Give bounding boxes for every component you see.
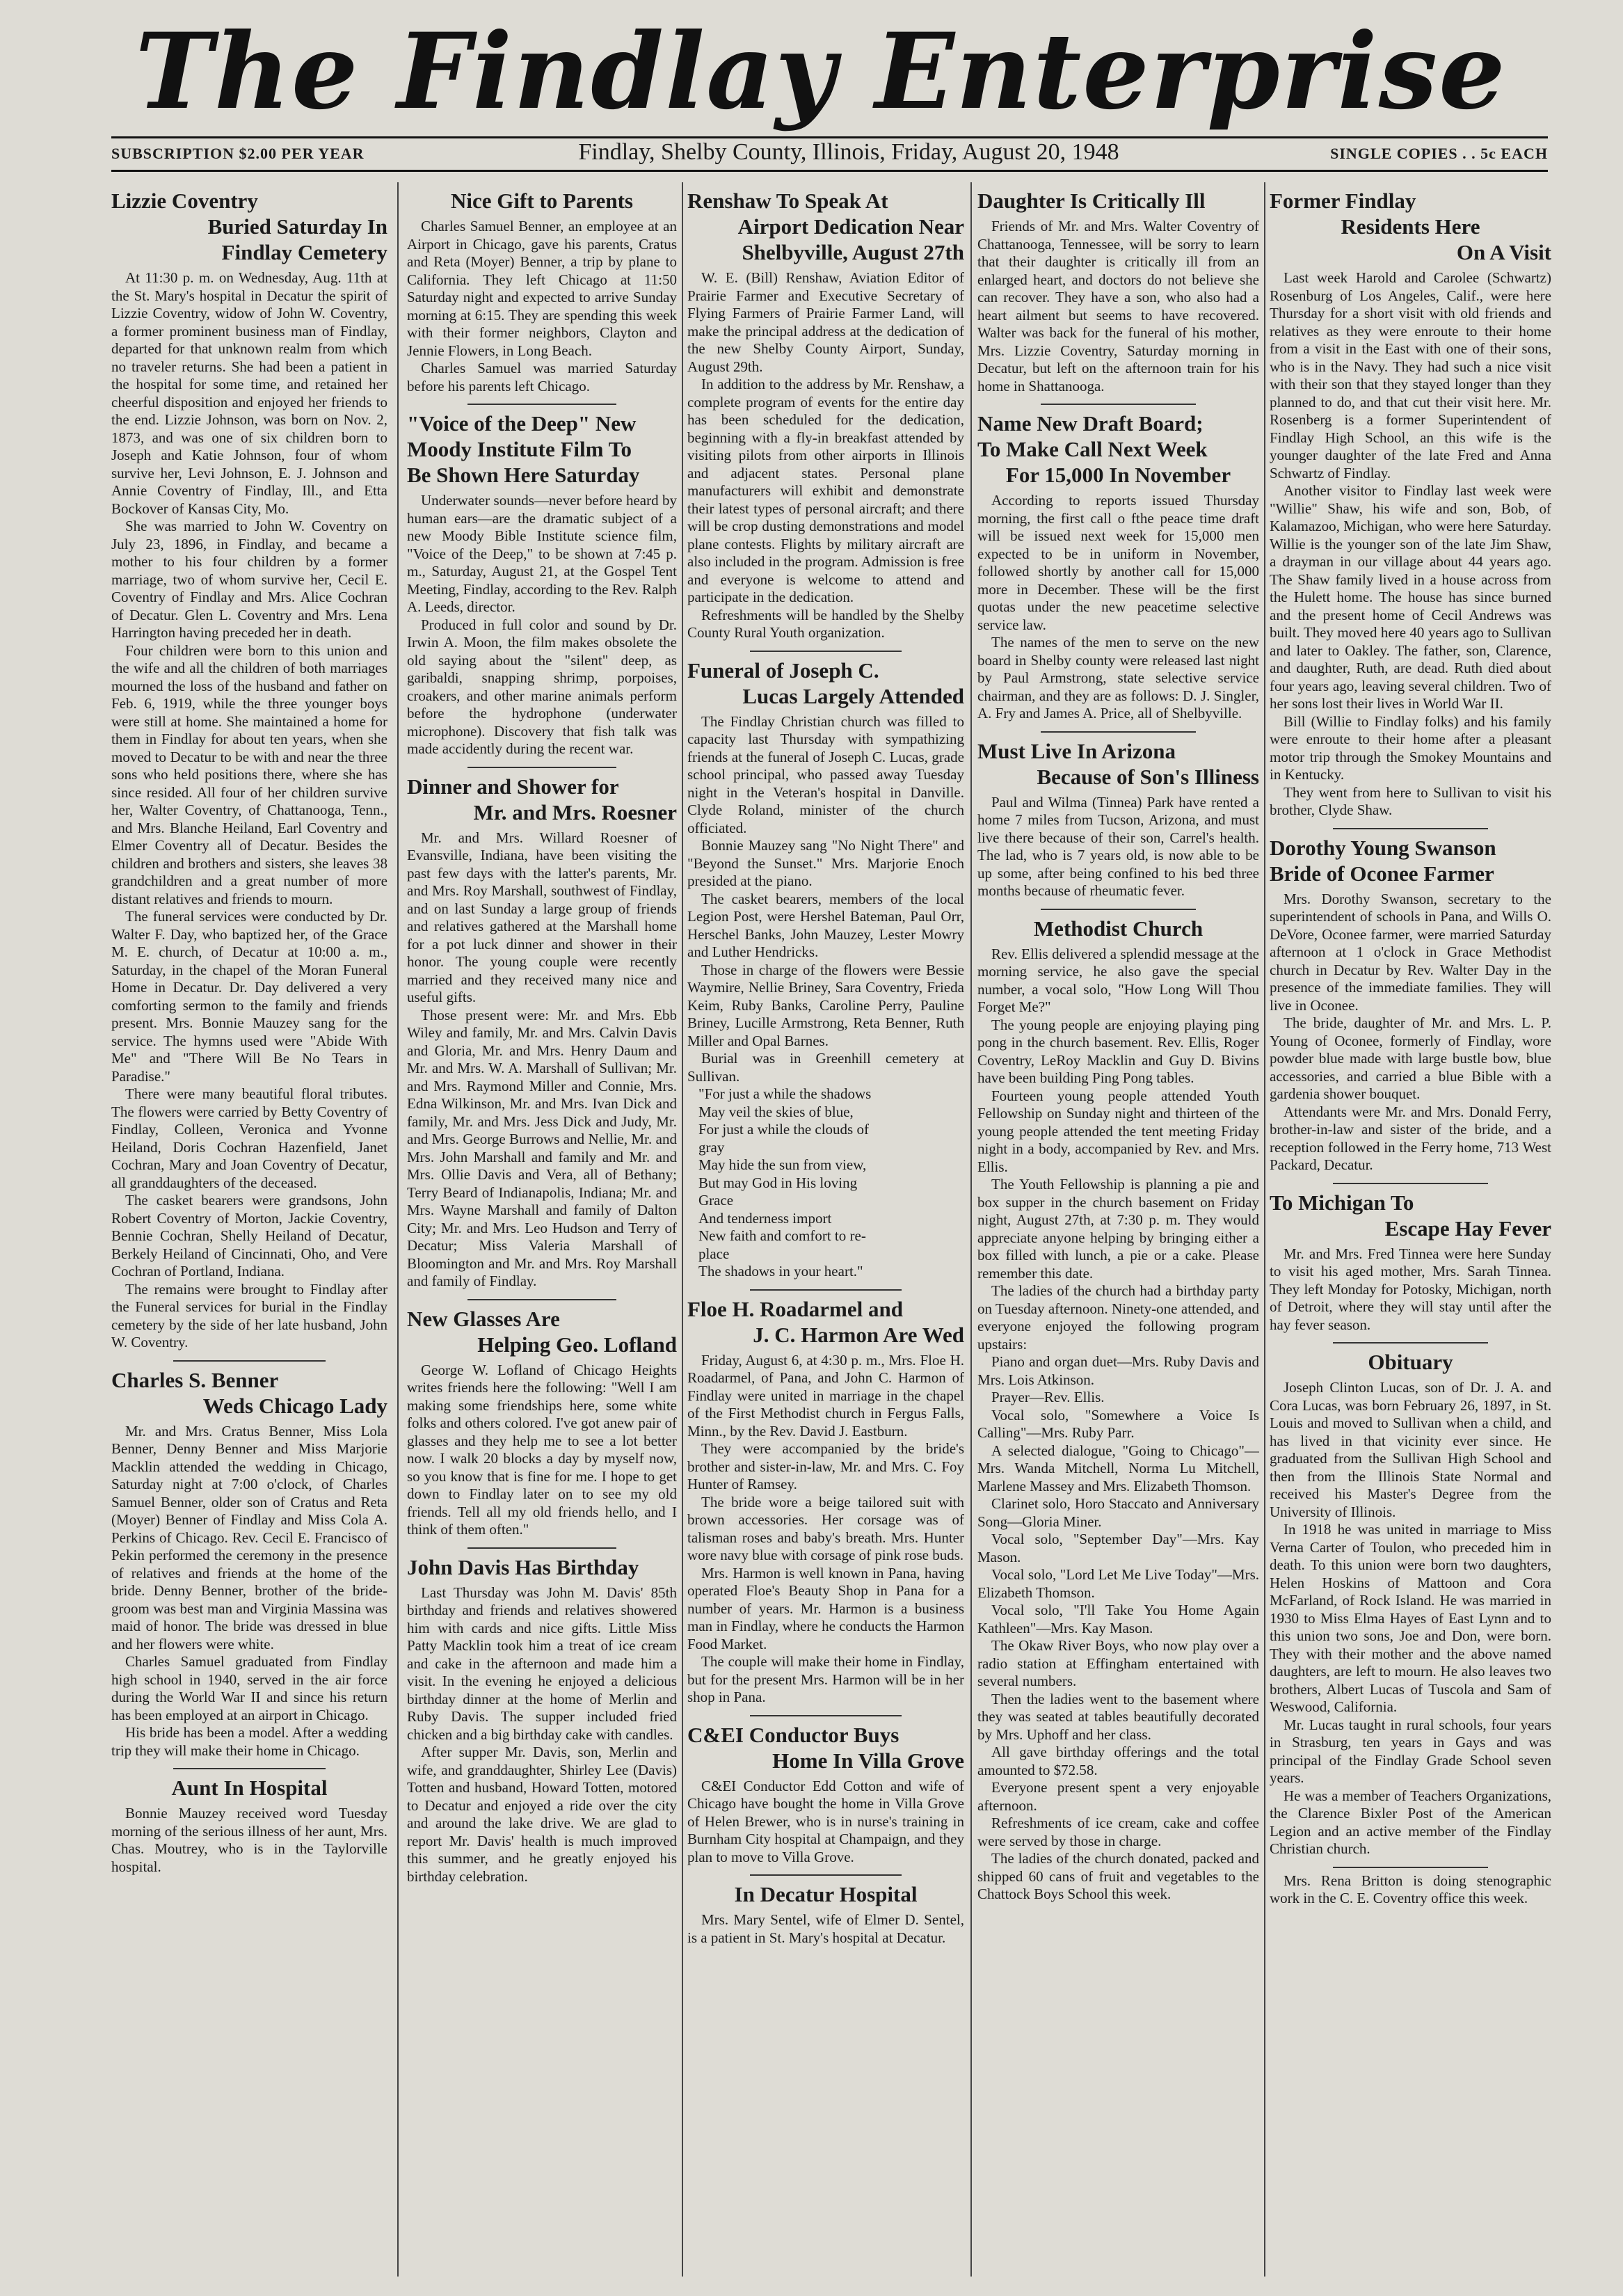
paragraph: According to reports issued Thursday morning, the first call o fthe peace time draft will be issued next week for 15,000 men expected to be in uniform in November, followed shortly by another call for 15,000 more in December. These will be the first quotas under the new peacetime selective service law. (977, 492, 1259, 633)
column-divider (970, 182, 972, 2277)
paragraph: The casket bearers were grandsons, John Robert Coventry of Morton, Jackie Coventry, Bennie Cochran, Shelly Heiland of Decatur, Berkely Heiland of Cincinnati, Oho, and Vere Cochran of Portland, Indiana. (111, 1192, 387, 1279)
article-new-glasses (407, 1306, 677, 1549)
headline: John Davis Has Birthday (407, 1554, 639, 1579)
article-divider (173, 1768, 325, 1769)
article-former-residents (1270, 188, 1551, 829)
paragraph: Charles Samuel Benner, an employee at an Airport in Chicago, gave his parents, Cratus and Reta (Moyer) Benner, a trip by plane to California. They left Chicago at 11:50 Saturday night and expected to arrive Sunday morning at 6:15. They are spending this week with their former neighbors, Clayton and Jennie Flowers, in Long Beach. (407, 218, 677, 359)
paragraph: Mrs. Harmon is well known in Pana, having operated Floe's Beauty Shop in Pana for a number of years. Mr. Harmon is a business man in Findlay, where he conducts the Harmon Food Market. (687, 1564, 964, 1652)
paragraph: The names of the men to serve on the new board in Shelby county were released last night by Paul Armstrong, state selective service chairman, and they are as follows: D. J. Singler, A. Fry and James A. Price, all of Shelbyville. (977, 634, 1259, 722)
article-arizona (977, 738, 1259, 910)
headline: C&EI Conductor Buys Home In Villa Grove (687, 1722, 964, 1773)
article-divider (750, 1289, 902, 1291)
column-2 (407, 182, 677, 2277)
article-decatur-hospital (687, 1881, 964, 1947)
masthead-rule-top (111, 136, 1548, 138)
column-5 (1270, 182, 1551, 2277)
paragraph: George W. Lofland of Chicago Heights writes friends here the following: "Well I am making some friendships here, some white folks and others colored. I've got anew pair of glasses and they help me to see a lot better now. I walk 20 blocks a day by myself now, so you know that is fine for me. I hope to get down to Findlay later on to see my old friends. Tell all my old friends hello, and I think of them often." (407, 1361, 677, 1538)
paragraph: The remains were brought to Findlay after the Funeral services for burial in the Findlay cemetery by the side of her late husband, John W. Coventry. (111, 1280, 387, 1350)
headline: Name New Draft Board; To Make Call Next Week For 15,000 In November (977, 411, 1231, 487)
article-swanson-bride (1270, 835, 1551, 1184)
paragraph: The Youth Fellowship is planning a pie and box supper in the church basement on Friday night, August 27th, at 7:30 p. m. They would appreciate anyone helping by bringing either a box filled with lunch, a pie or a cake. Please remember this date. (977, 1176, 1259, 1282)
subscription-price: SUBSCRIPTION $2.00 PER YEAR (111, 145, 365, 162)
paragraph: A selected dialogue, "Going to Chicago"—Mrs. Wanda Mitchell, Norma Lu Mitchell, Marlene Massey and Mrs. Elizabeth Thomson. (977, 1442, 1259, 1494)
paragraph: Prayer—Rev. Ellis. (991, 1389, 1105, 1405)
paragraph: He was a member of Teachers Organizations, the Clarence Bixler Post of the American Legion and an active member of the Findlay Christian church. (1270, 1787, 1551, 1857)
paragraph: Mr. and Mrs. Cratus Benner, Miss Lola Benner, Denny Benner and Miss Marjorie Macklin attended the wedding in Chicago, Saturday night at 7:00 o'clock, of Charles Samuel Benner, older son of Cratus and Reta (Moyer) Benner of Findlay and Miss Cola A. Perkins of Chicago. Rev. Cecil E. Francisco of Pekin performed the ceremony in the presence of relatives and friends at the home of the bride. Denny Benner, brother of the bride-groom was best man and Virginia Massina was maid of honor. The bride was dressed in blue and her flowers were white. (111, 1422, 387, 1652)
paragraph: Vocal solo, "Somewhere a Voice Is Calling"—Mrs. Ruby Parr. (977, 1406, 1259, 1441)
paragraph: Mrs. Mary Sentel, wife of Elmer D. Sentel, is a patient in St. Mary's hospital at Decatur. (687, 1911, 964, 1946)
article-divider (467, 767, 616, 768)
paragraph: Underwater sounds—never before heard by human ears—are the dramatic subject of a new Moody Bible Institute science film, "Voice of the Deep," to be shown at 7:45 p. m., Saturday, August 21, at the Gospel Tent Meeting, Findlay, according to the Rev. Ralph A. Leeds, director. (407, 492, 677, 615)
article-divider (750, 651, 902, 652)
masthead-rule-bottom (111, 170, 1548, 172)
column-divider (397, 182, 399, 2277)
article-divider (1333, 1867, 1488, 1868)
paragraph: The couple will make their home in Findlay, but for the present Mrs. Harmon will be in her shop in Pana. (687, 1653, 964, 1705)
paragraph: Last Thursday was John M. Davis' 85th birthday and friends and relatives showered him with cards and nice gifts. Little Miss Patty Macklin took him a treat of ice cream and cake in the afternoon and made him a visit. In the evening he enjoyed a delicious birthday dinner at the home of Merlin and Ruby Davis. The supper included fried chicken and a big birthday cake with candles. (407, 1584, 677, 1743)
paragraph: The casket bearers, members of the local Legion Post, were Hershel Bateman, Paul Orr, Herschel Banks, John Mauzey, Lester Mowry and Luther Hendricks. (687, 890, 964, 960)
headline: Methodist Church (1033, 916, 1204, 941)
article-divider (1333, 1183, 1488, 1184)
headline: Floe H. Roadarmel and J. C. Harmon Are Wed (687, 1296, 964, 1347)
column-1 (111, 182, 387, 2277)
headline: To Michigan To Escape Hay Fever (1270, 1190, 1551, 1241)
headline: Funeral of Joseph C. Lucas Largely Attended (687, 657, 964, 708)
paragraph: The Findlay Christian church was filled to capacity last Thursday with sympathizing friends at the funeral of Joseph C. Lucas, grade school principal, who passed away Tuesday night in the Veteran's hospital in Danville. Clyde Roland, minister of the church officiated. (687, 712, 964, 836)
paragraph: Bonnie Mauzey received word Tuesday morning of the serious illness of her aunt, Mrs. Chas. Moutrey, who is in the Taylorville hospital. (111, 1805, 387, 1875)
article-divider (467, 1547, 616, 1549)
article-divider (173, 1360, 325, 1362)
paragraph: After supper Mr. Davis, son, Merlin and wife, and granddaughter, Shirley Lee (Davis) Totten and husband, Howard Totten, motored to Decatur and enjoyed a ride over the city and around the lake drive. We are glad to report Mr. Davis' health is much improved this summer, and he greatly enjoyed his birthday celebration. (407, 1744, 677, 1885)
article-divider (750, 1874, 902, 1876)
paragraph: The young people are enjoying playing ping pong in the church basement. Rev. Ellis, Roger Coventry, LeRoy Macklin and Guy D. Bivins have been building Ping Pong tables. (977, 1016, 1259, 1086)
paragraph: Bonnie Mauzey sang "No Night There" and "Beyond the Sunset." Mrs. Marjorie Enoch presided at the piano. (687, 837, 964, 889)
paragraph: Last week Harold and Carolee (Schwartz) Rosenburg of Los Angeles, Calif., were here Thursday for a short visit with old friends and relatives as they were enroute to their home from a visit in the East with one of their sons, who is in the Navy. They had such a nice visit with their son that they stayed longer than they planned to do, and that cut their visit here. Mr. Rosenberg is a former Superintendent of Findlay High School, an this wife is the younger daughter of the late Fred and Anna Schwartz of Findlay. (1270, 269, 1551, 481)
headline: Renshaw To Speak At Airport Dedication Near Shelbyville, August 27th (687, 189, 964, 264)
headline: Obituary (1368, 1350, 1453, 1374)
headline: In Decatur Hospital (734, 1882, 918, 1906)
paragraph: In 1918 he was united in marriage to Miss Verna Carter of Toulon, who preceded him in death. To this union were born two daughters, Helen Hoskins of Mattoon and Cora McFarland, of Rock Island. He was married in 1930 to Miss Elma Hayes of East Lynn and to this union two sons, Joe and Don, were born. They with their mother and the above named daughters, are left to mourn. He also leaves two brothers, Albert Lucas of Tuscola and Sam of Weswood, California. (1270, 1521, 1551, 1715)
paragraph: Vocal solo, "Lord Let Me Live Today"—Mrs. Elizabeth Thomson. (977, 1566, 1259, 1601)
paragraph: The funeral services were conducted by Dr. Walter F. Day, who baptized her, of the Grace M. E. church, of Decatur at 10:00 a. m., Saturday, in the chapel of the Moran Funeral Home in Decatur. Dr. Day delivered a very comforting sermon to the family and friends present. Mrs. Bonnie Mauzey sang for the service. The hymns used were "Abide With Me" and "There Will Be No Tears in Paradise." (111, 908, 387, 1085)
paragraph: All gave birthday offerings and the total amounted to $72.58. (977, 1744, 1259, 1778)
article-voice-of-the-deep (407, 410, 677, 768)
paragraph: Those in charge of the flowers were Bessie Waymire, Nellie Briney, Sara Coventry, Frieda Keim, Ruby Banks, Caroline Perry, Pauline Briney, Lucille Armstrong, Reta Benner, Ruth Miller and Opal Barnes. (687, 961, 964, 1049)
article-coventry-burial (111, 188, 387, 1362)
article-aunt-hospital (111, 1775, 387, 1876)
paragraph: W. E. (Bill) Renshaw, Aviation Editor of Prairie Farmer and Executive Secretary of Flying Farmers of Prairie Farmer Land, will make the principal address at the dedication of the new Shelby County Airport, Sunday, August 29th. (687, 269, 964, 375)
paragraph: Vocal solo, "September Day"—Mrs. Kay Mason. (977, 1531, 1259, 1565)
headline: Nice Gift to Parents (451, 189, 633, 213)
paragraph: Refreshments of ice cream, cake and coffee were served by those in charge. (977, 1815, 1259, 1849)
paragraph: The ladies of the church donated, packed and shipped 60 cans of fruit and vegetables to the Chattock Boys School this week. (977, 1850, 1259, 1902)
paragraph: There were many beautiful floral tributes. The flowers were carried by Betty Coventry of Findlay, Colleen, Veronica and Yvonne Heiland, Doris Cochran Hazenfield, Janet Cochran, Mary and Joan Coventry of Decatur, all granddaughters of the deceased. (111, 1085, 387, 1191)
paragraph: She was married to John W. Coventry on July 23, 1896, in Findlay, and became a mother to his four children by a former marriage, two of whom survive her, Cecil E. Coventry of Findlay and Mrs. Alice Cochran of Decatur. Glen L. Coventry and Mrs. Lena Harrington having preceded her in death. (111, 518, 387, 641)
masthead-title: The Findlay Enterprise (135, 10, 1507, 133)
paragraph: C&EI Conductor Edd Cotton and wife of Chicago have bought the home in Villa Grove of Helen Brewer, who is in nurse's training in Burnham City hospital at Champaign, and they plan to move to Villa Grove. (687, 1777, 964, 1865)
paragraph: The bride, daughter of Mr. and Mrs. L. P. Young of Oconee, formerly of Findlay, wore powder blue made with large bustle bow, blue accessories, and carried a blue Bible with a gardenia shower bouquet. (1270, 1014, 1551, 1102)
paragraph: Another visitor to Findlay last week were "Willie" Shaw, his wife and son, Bob, of Kalamazoo, Michigan, who were here Saturday. Willie is the younger son of the late Jim Shaw, a drayman in our village about 44 years ago. The Shaw family lived in a house across from the Hulett home. The house has since burned and the present home of Cecil Andrews was built. They moved here 40 years ago to Sullivan and later to Oakley. The father, son, Clarence, and daughter, Ruth, are dead. Ruth died about four years ago, leaving several children. Two of her sons lost their lives in World War II. (1270, 482, 1551, 712)
headline: New Glasses Are Helping Geo. Lofland (407, 1306, 677, 1357)
paragraph: Mr. Lucas taught in rural schools, four years in Strasburg, ten years in Gays and was principal of the Findlay Grade School seven years. (1270, 1716, 1551, 1786)
headline: Charles S. Benner Weds Chicago Lady (111, 1367, 387, 1418)
article-divider (1041, 909, 1196, 910)
article-daughter-ill (977, 188, 1259, 405)
paragraph: The bride wore a beige tailored suit with brown accessories. Her corsage was of talisman roses and baby's breath. Mrs. Hunter wore navy blue with corsage of pink rose buds. (687, 1493, 964, 1563)
paragraph: Those present were: Mr. and Mrs. Ebb Wiley and family, Mr. and Mrs. Calvin Davis and Gloria, Mr. and Mrs. Henry Daum and Mr. and Mrs. W. A. Marshall of Sullivan; Mr. and Mrs. Raymond Miller and Connie, Mrs. Edna Wilkinson, Mr. and Mrs. Ivan Dick and family, Mr. and Mrs. Jess Dick and Judy, Mr. and Mrs. George Burrows and Nellie, Mr. and Mrs. John Marshall and family and Mr. and Mrs. Ollie Davis and Vera, all of Bethany; Terry Beard of Indianapolis, Indiana; Mr. and Mrs. Wayne Marshall and family of Dalton City; Mr. and Mrs. Leo Hudson and Terry of Decatur; Miss Valeria Marshall of Bloomington and Mr. and Mrs. Roy Marshall and family of Findlay. (407, 1006, 677, 1289)
paragraph: Mrs. Rena Britton is doing stenographic work in the C. E. Coventry office this week. (1270, 1872, 1551, 1906)
paragraph: At 11:30 p. m. on Wednesday, Aug. 11th at the St. Mary's hospital in Decatur the spirit of Lizzie Coventry, widow of John W. Coventry, a former prominent business man of Findlay, departed for that unknown realm from which no traveler returns. She had been a patient in the hospital for some time, and retained her cheerful disposition and enjoyed her friends to the end. Lizzie Johnson, was born on Nov. 2, 1873, and was one of six children born to Joseph and Katie Johnson, four of whom survive her, Levi Johnson, E. J. Johnson and Annie Coventry of Findlay, Ill., and Etta Bockover of Kansas City, Mo. (111, 269, 387, 517)
paragraph: Charles Samuel graduated from Findlay high school in 1940, served in the air force during the World War II and since his return has been employed at an airport in Chicago. (111, 1653, 387, 1723)
headline: Lizzie Coventry Buried Saturday In Findlay Cemetery (111, 189, 387, 264)
paragraph: Joseph Clinton Lucas, son of Dr. J. A. and Cora Lucas, was born February 26, 1897, in St. Louis and moved to Sullivan when a child, and has lived in that vicinity ever since. He graduated from the Sullivan High School and then from the Illinois State Normal and received his Master's Degree from the University of Illinois. (1270, 1379, 1551, 1520)
paragraph: Then the ladies went to the basement where they was seated at tables beautifully decorated by Mrs. Uphoff and her class. (977, 1690, 1259, 1743)
article-benner-weds (111, 1367, 387, 1770)
paragraph: Mrs. Dorothy Swanson, secretary to the superintendent of schools in Pana, and Wills O. DeVore, Oconee farmer, were married Saturday afternoon at 1 o'clock in Grace Methodist church in Decatur by Rev. Walter Day in the presence of the immediate families. They will live in Oconee. (1270, 890, 1551, 1014)
paragraph: Friends of Mr. and Mrs. Walter Coventry of Chattanooga, Tennessee, will be sorry to learn that their daughter is critically ill from an enlarged heart, and doctors do not believe she can recover. They have a son, who also had a heart ailment but seems to have recovered. Walter was back for the funeral of his mother, Mrs. Lizzie Coventry, Saturday morning in Decatur, but left on the afternoon train for his home in Shattanooga. (977, 218, 1259, 394)
paragraph: Fourteen young people attended Youth Fellowship on Sunday night and thirteen of the young people attended the tent meeting Friday night in a body, accompanied by Rev. and Mrs. Ellis. (977, 1087, 1259, 1175)
article-divider (467, 1299, 616, 1300)
headline: Daughter Is Critically Ill (977, 189, 1206, 213)
article-hay-fever (1270, 1190, 1551, 1344)
issue-date: Findlay, Shelby County, Illinois, Friday, August 20, 1948 (578, 139, 1119, 165)
article-divider (1333, 1342, 1488, 1344)
article-draft-board (977, 410, 1259, 733)
headline: Dorothy Young Swanson Bride of Oconee Farmer (1270, 835, 1496, 886)
article-divider (750, 1715, 902, 1716)
paragraph: Bill (Willie to Findlay folks) and his family were enroute to their home after a pleasant motor trip through the Smokey Mountains and in Kentucky. (1270, 712, 1551, 783)
column-4 (977, 182, 1259, 2277)
column-3 (687, 182, 964, 2277)
paragraph: In addition to the address by Mr. Renshaw, a complete program of events for the entire day has been scheduled for the dedication, beginning with a fly-in breakfast attended by visiting pilots from other airports in Illinois and adjacent states. Personal plane manufacturers will exhibit and demonstrate their latest types of personal aircraft; and there will be crop dusting demonstrations and model plane contests. Flights by military aircraft are also included in the program. Admission is free and everyone is welcome to attend and participate in the dedication. (687, 376, 964, 605)
article-divider (1041, 404, 1196, 405)
article-lucas-funeral (687, 657, 964, 1291)
paragraph: Attendants were Mr. and Mrs. Donald Ferry, brother-in-law and sister of the bride, and a reception followed in the Ferry home, 713 West Packard, Decatur. (1270, 1103, 1551, 1173)
paragraph: Four children were born to this union and the wife and all the children of both marriages mourned the loss of the husband and father on Feb. 6, 1919, while the three younger boys were still at home. She maintained a home for them in Findlay for about ten years, when she moved to Decatur to be with and near the three sons who held positions there, where she has since resided. All four of her children survive her, Walter Coventry, of Chattanooga, Tenn., and Mrs. Blanche Heiland, Earl Coventry and Elmer Coventry all of Decatur. Besides the children and brothers and sisters, she leaves 38 grandchildren and a great number of more distant relatives and friends to mourn. (111, 641, 387, 907)
paragraph: Charles Samuel was married Saturday before his parents left Chicago. (407, 360, 677, 394)
article-divider (1041, 731, 1196, 733)
single-copy-price: SINGLE COPIES . . 5c EACH (1330, 145, 1548, 162)
paragraph: The ladies of the church had a birthday party on Tuesday afternoon. Ninety-one attended, and everyone enjoyed the following program upstairs: (977, 1282, 1259, 1353)
headline: Aunt In Hospital (171, 1776, 328, 1800)
paragraph: Vocal solo, "I'll Take You Home Again Kathleen"—Mrs. Kay Mason. (977, 1602, 1259, 1636)
article-roadarmel-harmon (687, 1296, 964, 1716)
article-renshaw-airport (687, 188, 964, 652)
paragraph: They were accompanied by the bride's brother and sister-in-law, Mr. and Mrs. C. Foy Hunter of Ramsey. (687, 1440, 964, 1492)
paragraph: His bride has been a model. After a wedding trip they will make their home in Chicago. (111, 1724, 387, 1759)
paragraph: Refreshments will be handled by the Shelby County Rural Youth organization. (687, 606, 964, 641)
paragraph: Produced in full color and sound by Dr. Irwin A. Moon, the film makes obsolete the old saying about the "silent" deep, as garibaldi, snapping shrimp, porpoises, croakers, and other marine animals perform before the hydrophone (underwater microphone). Discovery that fish talk was made accidently during the recent war. (407, 616, 677, 757)
paragraph: Friday, August 6, at 4:30 p. m., Mrs. Floe H. Roadarmel, of Pana, and John C. Harmon of Findlay were united in marriage in the chapel of the First Methodist church in Fergus Falls, Minn., by the Rev. David J. Eastburn. (687, 1351, 964, 1440)
article-cei-conductor (687, 1722, 964, 1876)
column-divider (682, 182, 683, 2277)
article-divider (1333, 828, 1488, 829)
paragraph: Mr. and Mrs. Fred Tinnea were here Sunday to visit his aged mother, Mrs. Sarah Tinnea. They left Monday for Potosky, Michigan, north of Detroit, where they will stay until after the hay fever season. (1270, 1245, 1551, 1333)
paragraph: Paul and Wilma (Tinnea) Park have rented a home 7 miles from Tucson, Arizona, and must live there because of their son, Carrel's health. The lad, who is 7 years old, is now able to be up some, after being confined to his bed three months because of rheumatic fever. (977, 793, 1259, 899)
column-divider (1264, 182, 1265, 2277)
headline: Must Live In Arizona Because of Son's Illiness (977, 738, 1259, 789)
poem: "For just a while the shadows May veil the skies of blue, For just a while the clouds of gray May hide the sun from view, But may God in His loving Grace And tenderness import New faith and comfort to re- place The shadows in your heart." (698, 1085, 872, 1279)
headline: Former Findlay Residents Here On A Visit (1270, 189, 1551, 264)
article-divider (467, 404, 616, 405)
paragraph: They went from here to Sullivan to visit his brother, Clyde Shaw. (1270, 783, 1551, 818)
paragraph: Clarinet solo, Horo Staccato and Anniversary Song—Gloria Miner. (977, 1495, 1259, 1530)
headline: Dinner and Shower for Mr. and Mrs. Roesner (407, 774, 677, 824)
paragraph: Rev. Ellis delivered a splendid message at the morning service, he also gave the special number, a vocal solo, "How Long Will Thou Forget Me?" (977, 945, 1259, 1015)
paragraph: Burial was in Greenhill cemetery at Sullivan. (687, 1050, 964, 1085)
article-obituary (1270, 1349, 1551, 1908)
paragraph: Everyone present spent a very enjoyable afternoon. (977, 1779, 1259, 1814)
dateline (111, 139, 1548, 167)
article-roesner-shower (407, 774, 677, 1300)
article-davis-birthday (407, 1554, 677, 1886)
article-nice-gift (407, 188, 677, 405)
paragraph: Mr. and Mrs. Willard Roesner of Evansville, Indiana, have been visiting the past few days with the latter's parents, Mr. and Mrs. Roy Marshall, southwest of Findlay, and on last Sunday a large group of friends and relatives gathered at the Marshall home for a pot luck dinner and shower in their honor. The young couple were recently married and they received many nice and useful gifts. (407, 829, 677, 1005)
paragraph: Piano and organ duet—Mrs. Ruby Davis and Mrs. Lois Atkinson. (977, 1353, 1259, 1388)
paragraph: The Okaw River Boys, who now play over a radio station at Effingham entertained with several numbers. (977, 1637, 1259, 1689)
article-methodist-church (977, 916, 1259, 1904)
headline: "Voice of the Deep" New Moody Institute Film To Be Shown Here Saturday (407, 411, 640, 487)
